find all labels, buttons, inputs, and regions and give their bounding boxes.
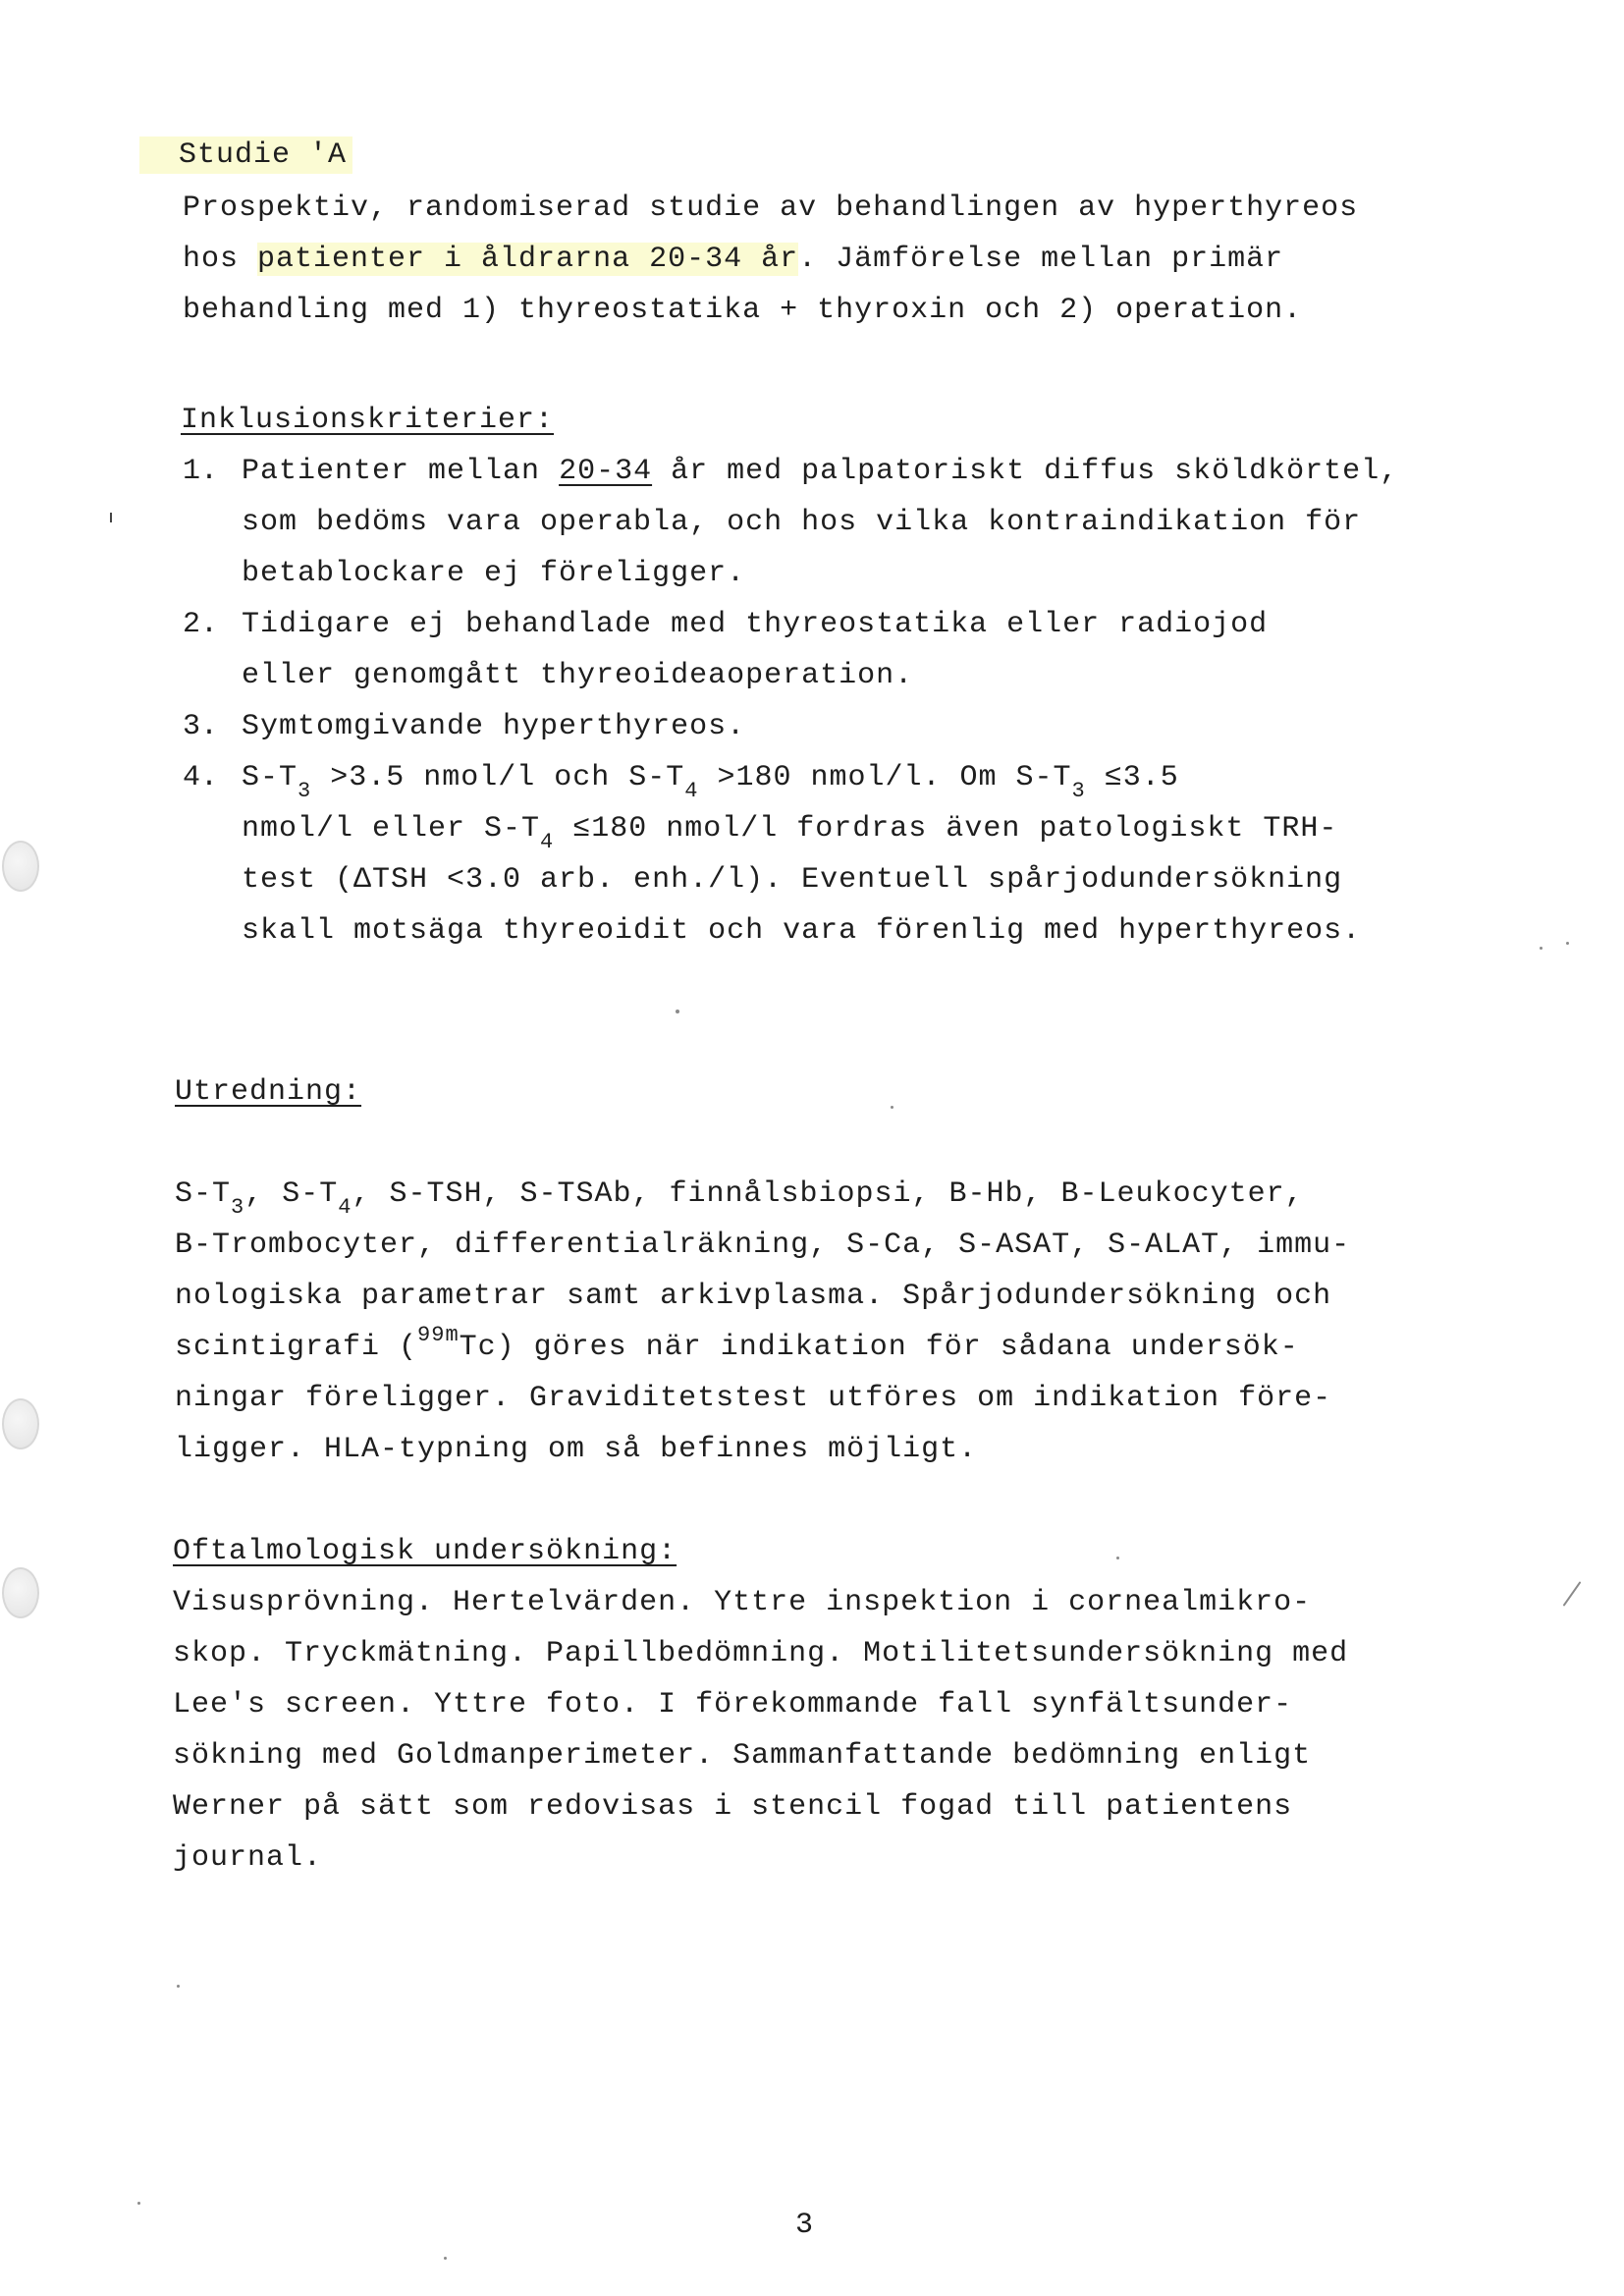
item-1-line-1: Patienter mellan 20-34 år med palpatoriskt diffus sköldkörtel,	[242, 455, 1399, 488]
item-1-number: 1.	[183, 455, 219, 488]
utredning-heading: Utredning:	[175, 1075, 362, 1109]
oftalmologisk-line-5: Werner på sätt som redovisas i stencil fogad till patientens	[173, 1790, 1293, 1824]
oftalmologisk-line-4: sökning med Goldmanperimeter. Sammanfattande bedömning enligt	[173, 1739, 1312, 1773]
item-4-line-4: skall motsäga thyreoidit och vara förenlig med hyperthyreos.	[242, 914, 1362, 948]
scan-speck	[1563, 1581, 1582, 1607]
scan-speck	[444, 2257, 447, 2260]
oftalmologisk-line-2: skop. Tryckmätning. Papillbedömning. Motilitetsundersökning med	[173, 1637, 1349, 1670]
utredning-line-4: scintigrafi ($^{99m}$Tc) göres när indikation för sådana undersök-	[175, 1323, 1299, 1364]
scan-speck	[1540, 947, 1543, 950]
item-4-line-1: $S-T_3 >3.5$ nmol/l och $S-T_4 >180$ nmol/l. Om $S-T_3 \le 3.5$	[242, 761, 1179, 803]
intro-line-3: behandling med 1) thyreostatika + thyroxin och 2) operation.	[183, 294, 1303, 327]
utredning-line-5: ningar föreligger. Graviditetstest utföres om indikation före-	[175, 1382, 1332, 1415]
oftalmologisk-heading: Oftalmologisk undersökning:	[173, 1535, 677, 1568]
inclusion-heading: Inklusionskriterier:	[181, 404, 555, 437]
item-3-number: 3.	[183, 710, 219, 743]
scan-speck	[1566, 942, 1569, 945]
page-number: 3	[795, 2209, 815, 2242]
scan-speck	[1116, 1557, 1119, 1559]
document-title	[139, 136, 352, 175]
intro-line-2: hos patienter i åldrarna 20-34 år. Jämförelse mellan primär	[183, 243, 1284, 276]
scan-speck	[137, 2202, 140, 2205]
item-2-number: 2.	[183, 608, 219, 641]
oftalmologisk-line-3: Lee's screen. Yttre foto. I förekommande fall synfältsunder-	[173, 1688, 1293, 1722]
item-3-line-1: Symtomgivande hyperthyreos.	[242, 710, 746, 743]
margin-mark	[110, 513, 112, 522]
title-highlight	[139, 137, 352, 174]
scan-speck	[177, 1985, 180, 1988]
punch-hole-middle	[2, 1398, 39, 1449]
scan-speck	[676, 1010, 679, 1013]
item-1-line-2: som bedöms vara operabla, och hos vilka kontraindikation för	[242, 506, 1362, 539]
item-4-number: 4.	[183, 761, 219, 794]
punch-hole-bottom	[2, 1567, 39, 1618]
item-2-line-2: eller genomgått thyreoideaoperation.	[242, 659, 914, 692]
utredning-line-2: B-Trombocyter, differentialräkning, S-Ca, S-ASAT, S-ALAT, immu-	[175, 1229, 1351, 1262]
utredning-line-1: $S-T_3$, $S-T_4$, S-TSH, S-TSAb, finnålsbiopsi, B-Hb, B-Leukocyter,	[175, 1177, 1304, 1220]
item-2-line-1: Tidigare ej behandlade med thyreostatika eller radiojod	[242, 608, 1269, 641]
title-text: Studie 'A	[179, 138, 348, 172]
utredning-line-6: ligger. HLA-typning om så befinnes möjligt.	[175, 1433, 978, 1466]
oftalmologisk-line-6: journal.	[173, 1841, 323, 1875]
item-4-line-3: test (ΔTSH <3.0 arb. enh./l). Eventuell spårjodundersökning	[242, 863, 1343, 897]
utredning-line-3: nologiska parametrar samt arkivplasma. Spårjodundersökning och	[175, 1280, 1332, 1313]
intro-line-1: Prospektiv, randomiserad studie av behandlingen av hyperthyreos	[183, 191, 1359, 225]
punch-hole-top	[2, 841, 39, 892]
scan-speck	[891, 1106, 893, 1109]
oftalmologisk-line-1: Visusprövning. Hertelvärden. Yttre inspektion i cornealmikro-	[173, 1586, 1312, 1619]
item-1-line-3: betablockare ej föreligger.	[242, 557, 746, 590]
item-4-line-2: nmol/l eller $S-T_4 \le 180$ nmol/l fordras även patologiskt TRH-	[242, 812, 1338, 854]
